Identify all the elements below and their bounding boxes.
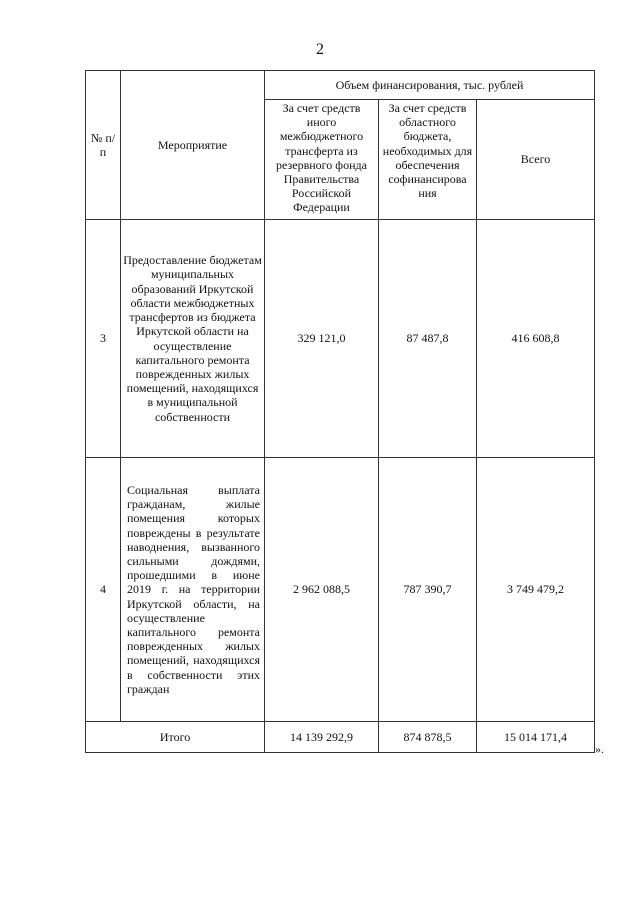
row-num: 4 <box>86 458 121 722</box>
table-row <box>86 220 595 458</box>
total-label: Итого <box>86 722 265 753</box>
header-regional: За счет средств областного бюджета, необходимых для обеспечения софинансирова ния <box>379 100 477 220</box>
header-total: Всего <box>477 100 595 220</box>
row-num: 3 <box>86 220 121 458</box>
row-total: 416 608,8 <box>477 220 595 458</box>
table-row <box>86 458 595 722</box>
header-row <box>86 71 595 100</box>
header-funding-group: Объем финансирования, тыс. рублей <box>265 71 595 100</box>
row-event: Предоставление бюджетам муниципальных образований Иркутской области межбюджетных трансфертов из бюджета Иркутской области на осуществление капитального ремонта поврежденных жилых помещений, находящихся в муниципальной собственности <box>121 220 265 458</box>
total-sum: 15 014 171,4 <box>477 722 595 753</box>
header-num: № п/п <box>86 71 121 220</box>
row-regional: 87 487,8 <box>379 220 477 458</box>
row-event: Социальная выплата гражданам, жилые помещения которых повреждены в результате наводнения, вызванного сильными дождями, прошедшими в июне 2019 г. на территории Иркутской области, на осуществление капитального ремонта поврежденных жилых помещений, находящихся в собственности этих граждан <box>121 458 265 722</box>
page-number: 2 <box>316 41 324 58</box>
closing-mark: ». <box>595 742 604 756</box>
row-federal: 2 962 088,5 <box>265 458 379 722</box>
row-total: 3 749 479,2 <box>477 458 595 722</box>
header-federal: За счет средств иного межбюджетного трансферта из резервного фонда Правительства Российской Федерации <box>265 100 379 220</box>
funding-table <box>85 70 595 753</box>
row-regional: 787 390,7 <box>379 458 477 722</box>
total-row <box>86 722 595 753</box>
total-federal: 14 139 292,9 <box>265 722 379 753</box>
total-regional: 874 878,5 <box>379 722 477 753</box>
header-event: Мероприятие <box>121 71 265 220</box>
row-federal: 329 121,0 <box>265 220 379 458</box>
